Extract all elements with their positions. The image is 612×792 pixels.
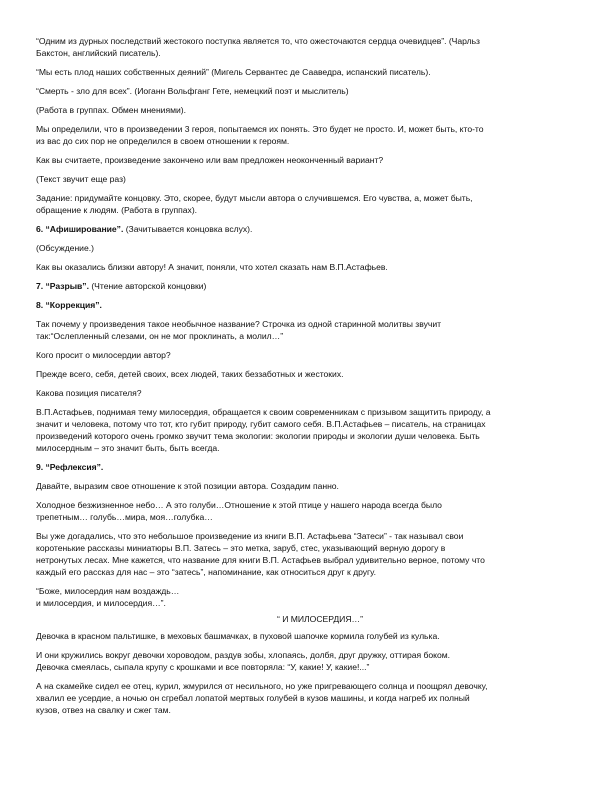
paragraph-sky-doves: Холодное безжизненное небо… А это голуби…Отношение к этой птице у нашего народа всегда было трепетным… голубь…мира, моя…голубка…: [36, 500, 442, 522]
section-8-title: 8. “Коррекция”.: [36, 300, 102, 310]
paragraph-astafiev-mercy: В.П.Астафьев, поднимая тему милосердия, обращается к своим современникам с призывом защитить природу, а значит и человека, потому что тот, кто губит природу, губит самого себя. В.П.Астафьев – писатель, на страницах произведений которого очень громко звучит тема экологии: экологии природы и экологии души человека. Быть милосердным – это значит быть, быть всегда.: [36, 407, 491, 453]
quote-baxton: “Одним из дурных последствий жестокого поступка является то, что ожесточаются сердца очевидцев”. (Чарльз Бакстон, английский писатель).: [36, 36, 480, 58]
quote-goethe: “Смерть - зло для всех”. (Иоганн Вольфганг Гете, немецкий поэт и мыслитель): [36, 86, 349, 96]
story-paragraph-3: А на скамейке сидел ее отец, курил, жмурился от несильного, но уже пригревающего солнца и поощрял девочку, хвалил ее усердие, а ночью он сгребал лопатой мертвых голубей в кузов машины, и когда нагреб их полный кузов, отвез на свалку и сжег там.: [36, 681, 488, 715]
section-9-heading: [36, 461, 576, 473]
question-finished: Как вы считаете, произведение закончено или вам предложен неоконченный вариант?: [36, 155, 384, 165]
text-repeat-note: (Текст звучит еще раз): [36, 174, 126, 184]
story-paragraph-2: И они кружились вокруг девочки хороводом, раздув зобы, хлопаясь, долбя, друг дружку, оттирая боком. Девочка смеялась, сыпала крупу с крошками и все повторяла: “У, какие! У, какие!...”: [36, 650, 451, 672]
section-7-note: (Чтение авторской концовки): [88, 281, 207, 291]
section-6-note: (Зачитывается концовка вслух).: [123, 224, 253, 234]
section-6-heading: [36, 223, 576, 235]
group-work-note: (Работа в группах. Обмен мнениями).: [36, 105, 186, 115]
section-7-title: 7. “Разрыв”.: [36, 281, 89, 291]
quote-cervantes: “Мы есть плод наших собственных деяний” (Мигель Сервантес де Сааведра, испанский писатель).: [36, 67, 431, 77]
paragraph-zatesi: Вы уже догадались, что это небольшое произведение из книги В.П. Астафьева “Затеси” - так называл свои коротенькие рассказы миниатюры В.П. Затесь – это метка, заруб, стес, указывающий верную дорогу в нетронутых лесах. Мне кажется, что название для книги В.П. Астафьев выбрал удивительно верное, потому что каждый его рассказ для нас – это “затесь”, напоминание, как относиться друг к другу.: [36, 531, 485, 577]
answer-who-asks: Прежде всего, себя, детей своих, всех людей, таких беззаботных и жестоких.: [36, 369, 344, 379]
paragraph-title-question: Так почему у произведения такое необычное название? Строчка из одной старинной молитвы звучит так:“Ослепленный слезами, он не мог проклинать, а молил…”: [36, 319, 442, 341]
paragraph-heroes: Мы определили, что в произведении 3 героя, попытаемся их понять. Это будет не просто. И, может быть, кто-то из вас до сих пор не определился в своем отношении к героям.: [36, 124, 484, 146]
paragraph-panel: Давайте, выразим свое отношение к этой позиции автора. Создадим панно.: [36, 481, 339, 491]
discussion-note: (Обсуждение.): [36, 243, 94, 253]
story-title: “ И МИЛОСЕРДИЯ…”: [277, 614, 363, 624]
question-who-asks: Кого просит о милосердии автор?: [36, 350, 171, 360]
section-6-title: 6. “Афиширование”.: [36, 224, 124, 234]
task-ending: Задание: придумайте концовку. Это, скорее, будут мысли автора о случившемся. Его чувства, а, может быть, обращение к людям. (Работа в группах).: [36, 193, 473, 215]
document-page: [36, 35, 576, 723]
section-9-title: 9. “Рефлексия”.: [36, 462, 104, 472]
paragraph-close-to-author: Как вы оказались близки автору! А значит, поняли, что хотел сказать нам В.П.Астафьев.: [36, 262, 388, 272]
story-paragraph-1: Девочка в красном пальтишке, в меховых башмачках, в пуховой шапочке кормила голубей из кулька.: [36, 631, 440, 641]
question-position: Какова позиция писателя?: [36, 388, 142, 398]
section-8-heading: [36, 299, 576, 311]
section-7-heading: [36, 280, 576, 292]
prayer-quote: “Боже, милосердия нам воздаждь… и милосердия, и милосердия…”.: [36, 586, 180, 608]
